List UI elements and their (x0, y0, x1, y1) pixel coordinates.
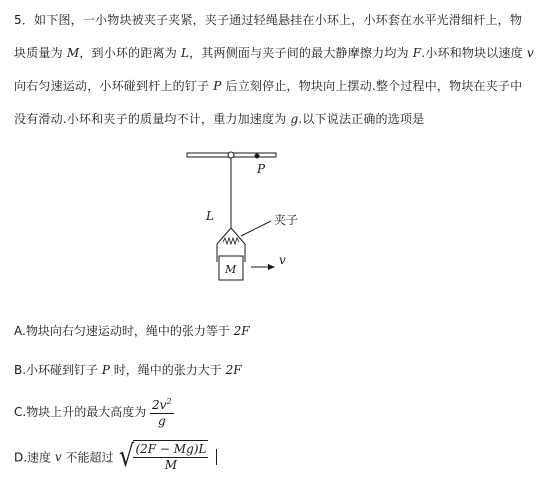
option-D[interactable] (14, 440, 217, 474)
clip-label-leader (241, 221, 271, 236)
question-stem-2c: ，其两侧面与夹子间的最大静摩擦力均为 (189, 46, 409, 60)
velocity-arrowhead (268, 264, 275, 270)
option-C-text: C.物块上升的最大高度为 (14, 405, 147, 419)
question-stem-2b: ，到小环的距离为 (79, 46, 177, 60)
var-v: v (526, 46, 534, 60)
option-D-numerator: (2F − Mg)L (135, 442, 207, 456)
question-stem-3b: 后立刻停止，物块向上摆动.整个过程中，物块在夹子中 (225, 79, 523, 93)
option-B-value: 2F (225, 363, 242, 377)
var-F: F (412, 46, 422, 60)
var-M: M (66, 46, 80, 60)
clip-top (217, 228, 245, 244)
option-D-fraction (133, 442, 208, 473)
question-stem-4b: .以下说法正确的选项是 (298, 112, 425, 126)
nail-P (255, 154, 260, 159)
label-v: v (279, 253, 286, 267)
label-L: L (206, 209, 214, 223)
option-C-denominator: g (157, 414, 166, 428)
option-B-mid: 时，绳中的张力大于 (113, 363, 222, 377)
question-stem-2a: 块质量为 (14, 46, 63, 60)
option-B-var-P: P (101, 363, 110, 377)
option-B[interactable] (14, 361, 242, 378)
option-C-numerator: $2v^2$ (150, 394, 174, 414)
option-D-var-v: v (54, 450, 62, 464)
option-D-denominator: M (164, 458, 178, 472)
question-stem-3a: 向右匀速运动，小环碰到杆上的钉子 (14, 79, 210, 93)
label-M: M (225, 263, 237, 276)
question-stem-4a: 没有滑动.小环和夹子的质量均不计，重力加速度为 (14, 112, 287, 126)
option-A-value: 2F (233, 324, 250, 338)
var-L: L (180, 46, 190, 60)
option-A-text: A.物块向右匀速运动时，绳中的张力等于 (14, 324, 230, 338)
sqrt-icon: √ (119, 439, 135, 474)
question-stem-2d: .小环和物块以速度 (421, 46, 523, 60)
option-C[interactable] (14, 394, 174, 429)
label-P: P (257, 162, 266, 176)
var-P: P (213, 79, 222, 93)
option-A[interactable] (14, 322, 250, 339)
label-clip: 夹子 (274, 213, 299, 227)
text-cursor (216, 449, 217, 465)
var-g: g (290, 112, 299, 126)
question-number: 5 (14, 13, 22, 27)
option-C-exponent: 2 (166, 397, 172, 406)
option-D-mid: 不能超过 (65, 450, 114, 465)
clip-spring (223, 238, 239, 244)
question-stem-1: ．如下图，一小物块被夹子夹紧，夹子通过轻绳悬挂在小环上，小环套在水平光滑细杆上，物 (21, 13, 523, 27)
option-D-text: D.速度 (14, 450, 52, 465)
option-C-fraction (150, 394, 174, 429)
small-ring (228, 152, 234, 158)
option-D-sqrt (117, 440, 208, 474)
option-B-text: B.小环碰到钉子 (14, 363, 99, 377)
